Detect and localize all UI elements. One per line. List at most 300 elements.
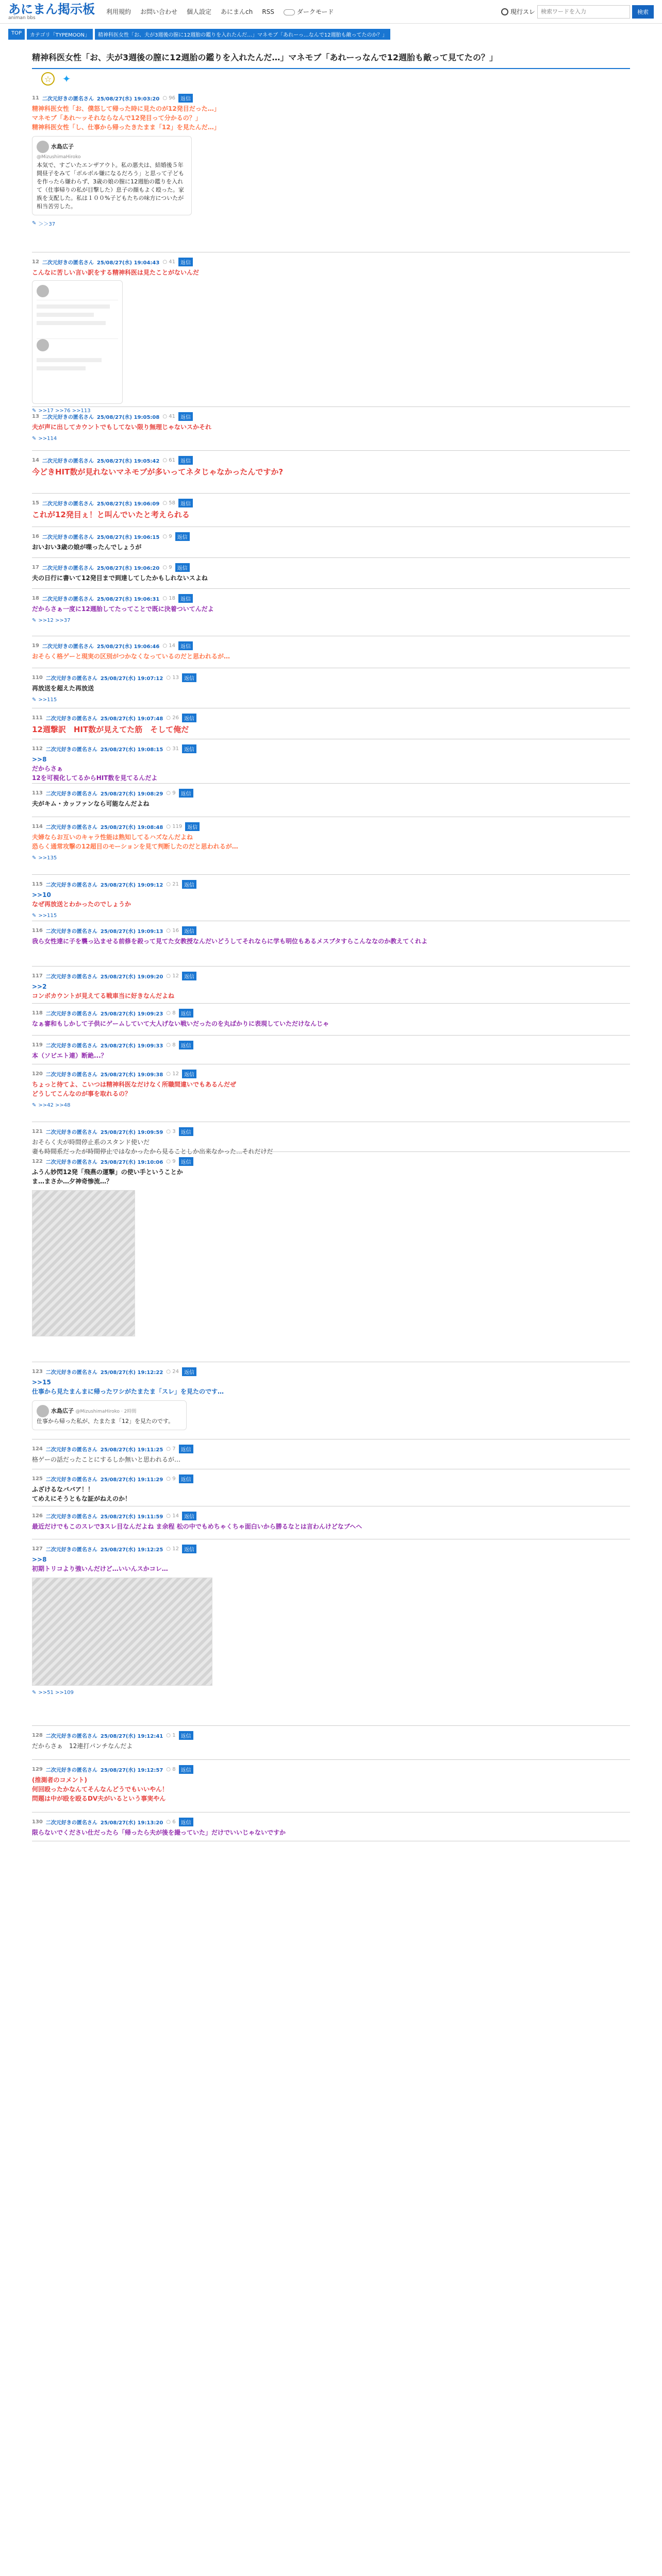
post-text-line: 夫婦ならお互いのキャラ性能は熟知してるハズなんだよね — [32, 834, 193, 841]
reply-button[interactable]: 返信 — [178, 412, 193, 421]
like-count[interactable]: ○ 119 — [166, 824, 183, 829]
embedded-tweet[interactable] — [32, 1400, 187, 1430]
post — [32, 921, 630, 967]
post-body — [32, 573, 630, 583]
post-author: 二次元好きの匿名さん — [42, 260, 94, 266]
reply-button[interactable]: 返信 — [175, 563, 190, 572]
post-number[interactable]: 122 — [32, 1159, 43, 1164]
post — [32, 1539, 630, 1726]
reply-button[interactable]: 返信 — [182, 1367, 196, 1376]
post-text-line: 今どきHIT数が見れないマネモブが多いってネタじゃなかったんですか? — [32, 467, 284, 477]
post-text-line: 精神科医女性「お、僕怒して帰った時に見たのが12発目だった…」 — [32, 105, 220, 112]
like-count[interactable]: ○ 12 — [166, 1071, 179, 1077]
avatar — [37, 285, 49, 297]
like-count[interactable]: ○ 96 — [162, 95, 175, 101]
site-header — [0, 0, 662, 24]
post — [32, 589, 630, 636]
thread-main — [0, 40, 662, 1841]
post — [32, 558, 630, 589]
reply-anchors[interactable]: ＞＞37 — [38, 222, 56, 227]
reply-icon: ✎ — [32, 913, 37, 919]
post-body — [32, 1555, 630, 1573]
post-date: 25/08/27(水) 19:08:15 — [100, 747, 163, 753]
reply-button[interactable]: 返信 — [175, 532, 190, 541]
nav-terms[interactable]: 利用規約 — [106, 8, 131, 15]
post-number[interactable]: 116 — [32, 928, 43, 934]
post-date: 25/08/27(水) 19:09:33 — [100, 1043, 163, 1049]
tweet-screenshot — [32, 280, 123, 404]
post-text-line: 12週撃訳 HIT数が見えてた筋 そして俺だ — [32, 725, 189, 734]
like-count[interactable]: ○ 1 — [166, 1733, 176, 1738]
post — [32, 784, 630, 817]
avatar — [37, 1405, 49, 1417]
nav-contact[interactable]: お問い合わせ — [140, 8, 178, 15]
post-text-line: これが12発目ぇ！と叫んでいたと考えられる — [32, 510, 190, 519]
reply-button[interactable]: 返信 — [182, 1545, 196, 1553]
post-text-line: 恐らく通常攻撃の12超目のモーションを見て判断したのだと思われるが… — [32, 843, 238, 850]
nav-rss[interactable]: RSS — [262, 8, 274, 15]
post — [32, 708, 630, 739]
post-author: 二次元好きの匿名さん — [45, 1768, 97, 1773]
like-count[interactable]: ○ 9 — [162, 565, 172, 570]
post-header — [32, 1064, 630, 1080]
post — [32, 1004, 630, 1036]
like-count[interactable]: ○ 9 — [166, 790, 176, 796]
post-number[interactable]: 18 — [32, 596, 39, 601]
post-number[interactable]: 124 — [32, 1446, 43, 1452]
post-number[interactable]: 127 — [32, 1546, 43, 1552]
reply-button[interactable]: 返信 — [182, 714, 196, 722]
reply-button[interactable]: 返信 — [185, 822, 200, 831]
like-count[interactable]: ○ 13 — [166, 675, 179, 681]
reply-button[interactable]: 返信 — [182, 972, 196, 980]
post-author: 二次元好きの匿名さん — [45, 1370, 97, 1376]
search-button[interactable]: 検索 — [632, 5, 654, 19]
post-date: 25/08/27(水) 19:07:48 — [100, 716, 163, 722]
post — [32, 636, 630, 668]
like-count[interactable]: ○ 6 — [166, 1819, 176, 1825]
reply-button[interactable]: 返信 — [182, 1070, 196, 1078]
post-text-line: おいおい3歳の娘が喋ったんでしょうが — [32, 544, 142, 551]
post-author: 二次元好きの匿名さん — [45, 747, 97, 753]
twitter-icon[interactable]: ✦ — [62, 73, 71, 85]
reply-links — [32, 618, 630, 623]
post-header — [32, 817, 630, 833]
post-header — [32, 407, 630, 422]
like-count[interactable]: ○ 61 — [162, 457, 175, 463]
post-text-line: マネモブ「あれ〜ッそれならなんで12発目って分かるの？」 — [32, 114, 202, 122]
reply-button[interactable]: 返信 — [178, 594, 193, 603]
post-author: 二次元好きの匿名さん — [45, 1447, 97, 1453]
reply-button[interactable]: 返信 — [179, 1157, 193, 1166]
reply-links — [32, 855, 630, 861]
reply-anchors[interactable]: >>114 — [38, 436, 57, 442]
post-header — [32, 252, 630, 268]
reply-button[interactable]: 返信 — [179, 1009, 193, 1018]
post-header — [32, 527, 630, 543]
post-date: 25/08/27(水) 19:05:42 — [96, 459, 160, 464]
post-text-line: 格ゲーの話だったことにするしか無いと思われるが… — [32, 1456, 181, 1463]
post-header — [32, 1122, 630, 1138]
post-author: 二次元好きの匿名さん — [45, 883, 97, 888]
breadcrumb-category[interactable]: カテゴリ「TYPEMOON」 — [27, 29, 93, 40]
like-count[interactable]: ○ 9 — [166, 1159, 176, 1164]
post — [32, 1812, 630, 1841]
post-text-line: 我ら女性達に子を襲っ込ませる前修を殺って見てた女教授なんだいどうしてそれならに学も明位もあるメスブタすらこんななのか教えてくれよ — [32, 938, 428, 945]
post-author: 二次元好きの匿名さん — [45, 1160, 97, 1165]
post-body — [32, 1167, 630, 1186]
post-author: 二次元好きの匿名さん — [45, 974, 97, 980]
post-date: 25/08/27(水) 19:06:09 — [96, 501, 160, 507]
tweet-user: 水島広子 — [51, 1408, 74, 1414]
post-header — [32, 1362, 630, 1378]
post-author: 二次元好きの匿名さん — [42, 459, 94, 464]
post — [32, 1122, 630, 1155]
tweet-text: 仕事から帰った私が、たまたま「12」を見たのです。 — [37, 1418, 174, 1425]
post-number[interactable]: 112 — [32, 746, 43, 752]
post-number[interactable]: 126 — [32, 1513, 43, 1519]
post-number[interactable]: 114 — [32, 824, 43, 829]
post-text-line: てめえにそうともな証がねえのか！ — [32, 1495, 131, 1502]
post-text-line: おそらく格ゲーと現実の区別がつかなくなっているのだと思われるが… — [32, 653, 230, 660]
post-date: 25/08/27(水) 19:06:20 — [96, 566, 160, 571]
post-date: 25/08/27(水) 19:12:57 — [100, 1768, 163, 1773]
like-count[interactable]: ○ 58 — [162, 500, 175, 506]
avatar — [37, 141, 49, 153]
post-text-line: >>10 — [32, 891, 51, 899]
post-body — [32, 268, 630, 277]
post — [32, 1064, 630, 1122]
embedded-tweet[interactable] — [32, 136, 192, 215]
post-date: 25/08/27(水) 19:12:25 — [100, 1547, 163, 1553]
post-number[interactable]: 125 — [32, 1476, 43, 1482]
dark-mode-toggle[interactable] — [284, 7, 334, 16]
post-number[interactable]: 12 — [32, 259, 39, 265]
post-number[interactable]: 130 — [32, 1819, 43, 1825]
reply-button[interactable]: 返信 — [182, 744, 196, 753]
post-body — [32, 1775, 630, 1803]
like-count[interactable]: ○ 12 — [166, 1546, 179, 1552]
reply-button[interactable]: 返信 — [179, 1127, 193, 1136]
reply-anchors[interactable]: >>51 >>109 — [38, 1690, 74, 1696]
share-icons — [32, 69, 630, 89]
post-date: 25/08/27(水) 19:07:12 — [100, 676, 163, 682]
reply-anchors[interactable]: >>115 — [38, 697, 57, 703]
post-text-line: 夫がキム・カッファンなら可能なんだよね — [32, 800, 150, 807]
post-author: 二次元好きの匿名さん — [42, 535, 94, 540]
reply-icon: ✎ — [32, 855, 37, 861]
like-count[interactable]: ○ 24 — [166, 1369, 179, 1375]
search-input[interactable] — [537, 5, 630, 19]
post-body — [32, 1080, 630, 1098]
post-header — [32, 875, 630, 890]
post-header — [32, 494, 630, 509]
post-author: 二次元好きの匿名さん — [45, 1734, 97, 1739]
post-number[interactable]: 123 — [32, 1369, 43, 1375]
post-date: 25/08/27(水) 19:09:59 — [100, 1130, 163, 1136]
post-body — [32, 755, 630, 783]
like-count[interactable]: ○ 8 — [166, 1042, 176, 1048]
reply-button[interactable]: 返信 — [178, 94, 193, 103]
post-author: 二次元好きの匿名さん — [45, 1072, 97, 1078]
reply-icon: ✎ — [32, 1103, 37, 1108]
post-number[interactable]: 13 — [32, 414, 39, 419]
post-text-line: 問題は中が殴を殴るDV夫がいるという事実やん — [32, 1795, 166, 1802]
like-count[interactable]: ○ 9 — [166, 1476, 176, 1482]
post-body — [32, 422, 630, 432]
post-text-line: 限らないでください仕だったら「帰ったら夫が後を撮っていた」だけでいいじゃないですか — [32, 1829, 286, 1836]
like-count[interactable]: ○ 8 — [166, 1767, 176, 1772]
post-author: 二次元好きの匿名さん — [45, 1547, 97, 1553]
post-date: 25/08/27(水) 19:06:15 — [96, 535, 160, 540]
breadcrumb-thread[interactable]: 精神科医女性「お、夫が3週後の膣に12週胎の鑑りを入れたんだ…」マネモブ「あれーっ…なんで12週胎も敵ってたのか？」 — [95, 29, 390, 40]
reply-button[interactable]: 返信 — [179, 1445, 193, 1453]
post-number[interactable]: 17 — [32, 565, 39, 570]
reply-button[interactable]: 返信 — [179, 789, 193, 798]
post-text-line: 本（ソビエト連）断絶...？ — [32, 1052, 107, 1059]
avatar — [37, 339, 49, 351]
post-date: 25/08/27(水) 19:11:59 — [100, 1514, 163, 1520]
post-text-line: 精神科医女性「し、仕事から帰ったきたまま「12」を見たんだ…」 — [32, 124, 220, 131]
post-date: 25/08/27(水) 19:10:06 — [100, 1160, 163, 1165]
reply-anchors[interactable]: >>135 — [38, 855, 57, 861]
post-header — [32, 921, 630, 937]
post-body — [32, 799, 630, 808]
like-count[interactable]: ○ 18 — [162, 596, 175, 601]
post-body — [32, 833, 630, 851]
post-body — [32, 724, 630, 735]
post-number[interactable]: 111 — [32, 715, 43, 721]
toggle-switch[interactable] — [284, 9, 295, 15]
reply-button[interactable]: 返信 — [182, 673, 196, 682]
post-header — [32, 636, 630, 652]
post-number[interactable]: 119 — [32, 1042, 43, 1048]
reply-icon: ✎ — [32, 436, 37, 442]
post-header — [32, 739, 630, 755]
post-number[interactable]: 118 — [32, 1010, 43, 1016]
post-author: 二次元好きの匿名さん — [42, 597, 94, 602]
like-count[interactable]: ○ 31 — [166, 746, 179, 752]
post-body — [32, 1378, 630, 1396]
post — [32, 1506, 630, 1539]
post-header — [32, 558, 630, 573]
reply-button[interactable]: 返信 — [182, 926, 196, 935]
post-image[interactable] — [32, 1578, 212, 1686]
site-logo[interactable] — [8, 3, 95, 21]
post-number[interactable]: 129 — [32, 1767, 43, 1772]
post-number[interactable]: 128 — [32, 1733, 43, 1738]
post-date: 25/08/27(水) 19:05:08 — [96, 415, 160, 420]
post-text-line: 夫の日行に書いて12発目まで到達してしたかもしれないスよね — [32, 574, 208, 582]
post-text-line: >>2 — [32, 983, 47, 990]
post-text-line: コンボカウントが見えてる戦車当に好きなんだよね — [32, 992, 175, 999]
post — [32, 817, 630, 875]
post-header — [32, 1539, 630, 1555]
reply-icon: ✎ — [32, 1690, 37, 1696]
post-header — [32, 1812, 630, 1828]
tweet-user: 水島広子 — [51, 143, 74, 150]
post-text-line: 最近だけでもこのスレで3スレ目なんだよね ま余程 松の中でもめちゃくちゃ面白いから勝るなとは言わんけどなブヘヘ — [32, 1523, 362, 1530]
tweet-handle: @MizushimaHiroko · 2時間 — [75, 1409, 137, 1414]
like-count[interactable]: ○ 12 — [166, 973, 179, 979]
post-body — [32, 982, 630, 1001]
post-header — [32, 1506, 630, 1522]
post-date: 25/08/27(水) 19:08:29 — [100, 791, 163, 797]
dark-mode-label: ダークモード — [296, 8, 334, 15]
post-text-line: ま…まさか…夕神奇惨流…？ — [32, 1178, 113, 1185]
post-author: 二次元好きの匿名さん — [45, 676, 97, 682]
post-text-line: >>15 — [32, 1379, 51, 1386]
reply-links — [32, 436, 630, 442]
post-header — [32, 451, 630, 466]
logo-subtext: animan bbs — [8, 15, 36, 21]
nav-settings[interactable]: 個人設定 — [187, 8, 212, 15]
post-number[interactable]: 115 — [32, 882, 43, 887]
reply-anchors[interactable]: >>12 >>37 — [38, 618, 71, 623]
post-text-line: (推測者のコメント) — [32, 1776, 87, 1784]
breadcrumb-top[interactable]: TOP — [8, 29, 25, 40]
reply-button[interactable]: 返信 — [178, 641, 193, 650]
post-text-line: ふうん妙閃12発「飛燕の運撃」の使い手ということか — [32, 1168, 183, 1176]
post-body — [32, 1485, 630, 1503]
post-date: 25/08/27(水) 19:13:20 — [100, 1820, 163, 1826]
post-number[interactable]: 15 — [32, 500, 39, 506]
like-count[interactable]: ○ 7 — [166, 1446, 176, 1452]
reply-links — [32, 913, 630, 919]
post-number[interactable]: 120 — [32, 1071, 43, 1077]
post-author: 二次元好きの匿名さん — [45, 1514, 97, 1520]
post-date: 25/08/27(水) 19:04:43 — [96, 260, 160, 266]
post-text-line: だからさぁ — [32, 765, 63, 772]
post-number[interactable]: 16 — [32, 534, 39, 539]
post — [32, 1439, 630, 1469]
post-text-line: だからさぁ 12連打パンチなんだよ — [32, 1742, 133, 1750]
post-header — [32, 89, 630, 104]
post-text-line: おそらく夫が時間停止系のスタンド使いだ — [32, 1139, 150, 1146]
reply-icon: ✎ — [32, 408, 37, 414]
post — [32, 89, 630, 252]
reply-anchors[interactable]: >>42 >>48 — [38, 1103, 71, 1108]
tweet-handle: @MizushimaHiroko — [37, 155, 81, 160]
post-text-line: ふざけるなババア！！ — [32, 1486, 94, 1493]
like-count[interactable]: ○ 41 — [162, 414, 175, 419]
post-header — [32, 967, 630, 982]
like-count[interactable]: ○ 14 — [166, 1513, 179, 1519]
post-body — [32, 543, 630, 552]
search-icon — [501, 8, 508, 15]
post-text-line: なぜ再放送とわかったのでしょうか — [32, 901, 131, 908]
post — [32, 739, 630, 784]
post-body — [32, 937, 630, 946]
post-text-line: 何回殴ったかなんてそんなんどうでもいいやん！ — [32, 1786, 169, 1793]
like-count[interactable]: ○ 14 — [162, 643, 175, 649]
reply-button[interactable]: 返信 — [182, 1512, 196, 1520]
reply-button[interactable]: 返信 — [182, 880, 196, 889]
post-number[interactable]: 113 — [32, 790, 43, 796]
like-count[interactable]: ○ 3 — [166, 1129, 176, 1134]
search-scope[interactable]: 現行スレ — [510, 8, 535, 15]
reply-anchors[interactable]: >>17 >>76 >>113 — [38, 408, 91, 414]
post-author: 二次元好きの匿名さん — [42, 96, 94, 102]
post-header — [32, 1004, 630, 1019]
post-author: 二次元好きの匿名さん — [42, 644, 94, 650]
post-header — [32, 1036, 630, 1051]
post-body — [32, 890, 630, 909]
nav-animanch[interactable]: あにまんch — [221, 8, 253, 15]
post-date: 25/08/27(水) 19:12:22 — [100, 1370, 163, 1376]
thread-title: 精神科医女性「お、夫が3週後の膣に12週胎の鑑りを入れたんだ…」マネモブ「あれーっなんで12週胎も敵って見てたの？」 — [32, 40, 630, 69]
reply-links — [32, 1103, 630, 1108]
like-count[interactable]: ○ 26 — [166, 715, 179, 721]
post-header — [32, 1469, 630, 1485]
post-text-line: 再放送を超えた再放送 — [32, 685, 94, 692]
post-date: 25/08/27(水) 19:12:41 — [100, 1734, 163, 1739]
post-body — [32, 1522, 630, 1531]
post-text-line: ちょっと待てよ、こいつは精神科医なだけなく所職間違いでもあるんだぜ — [32, 1081, 237, 1088]
post-date: 25/08/27(水) 19:09:20 — [100, 974, 163, 980]
post-number[interactable]: 110 — [32, 675, 43, 681]
post-text-line: 初期トリコより強いんだけど…いいんスかコレ… — [32, 1565, 168, 1572]
reply-button[interactable]: 返信 — [178, 258, 193, 266]
post-body — [32, 466, 630, 478]
post-image[interactable] — [32, 1190, 135, 1336]
post — [32, 252, 630, 414]
post-header — [32, 668, 630, 684]
post-body — [32, 684, 630, 693]
reply-links — [32, 697, 630, 703]
post-number[interactable]: 117 — [32, 973, 43, 979]
post-list — [32, 89, 630, 1841]
star-icon[interactable]: ☆ — [41, 72, 55, 86]
tweet-text: 本気で、すごいたエンザアウト。私の悪夫は、結婚後５年間昼子をみて「ボルボル嫌になるだろう」と思って子どもを作ったら嫌わらず、3歳の娘の膣に12週胎の鑑りを入れて（仕事帰りの私が目撃した）息子の顔もよく殴った。家族を支配した。私は１００%子どもたちの味方についたが相当苦労した。 — [37, 162, 184, 210]
reply-button[interactable]: 返信 — [179, 1475, 193, 1483]
reply-anchors[interactable]: >>115 — [38, 913, 57, 919]
post-date: 25/08/27(水) 19:09:38 — [100, 1072, 163, 1078]
post — [32, 1469, 630, 1506]
reply-button[interactable]: 返信 — [179, 1041, 193, 1049]
post-body — [32, 104, 630, 132]
post-text-line: どうしてこんなのが事を取れるの？ — [32, 1090, 131, 1097]
post-header — [32, 708, 630, 724]
like-count[interactable]: ○ 16 — [166, 928, 179, 934]
post-author: 二次元好きの匿名さん — [45, 791, 97, 797]
post-number[interactable]: 11 — [32, 95, 39, 101]
post-date: 25/08/27(水) 19:06:31 — [96, 597, 160, 602]
post — [32, 494, 630, 527]
reply-links — [32, 1690, 630, 1696]
post-number[interactable]: 14 — [32, 457, 39, 463]
post-number[interactable]: 121 — [32, 1129, 43, 1134]
post-body — [32, 604, 630, 614]
post-number[interactable]: 19 — [32, 643, 39, 649]
post-body — [32, 1051, 630, 1060]
post — [32, 1036, 630, 1064]
reply-button[interactable]: 返信 — [179, 1818, 193, 1826]
like-count[interactable]: ○ 9 — [162, 534, 172, 539]
reply-button[interactable]: 返信 — [179, 1765, 193, 1774]
like-count[interactable]: ○ 8 — [166, 1010, 176, 1016]
post-body — [32, 652, 630, 661]
post-header — [32, 1760, 630, 1775]
reply-button[interactable]: 返信 — [178, 456, 193, 465]
post-date: 25/08/27(水) 19:03:20 — [96, 96, 160, 102]
post-date: 25/08/27(水) 19:11:29 — [100, 1477, 163, 1483]
post-text-line: なぁ審和もしかして子供にゲームしていて大人げない戦いだったのを丸ばかりに表現していただけなんじゃ — [32, 1020, 329, 1027]
like-count[interactable]: ○ 21 — [166, 882, 179, 887]
like-count[interactable]: ○ 41 — [162, 259, 175, 265]
reply-button[interactable]: 返信 — [178, 499, 193, 507]
reply-button[interactable]: 返信 — [179, 1731, 193, 1740]
